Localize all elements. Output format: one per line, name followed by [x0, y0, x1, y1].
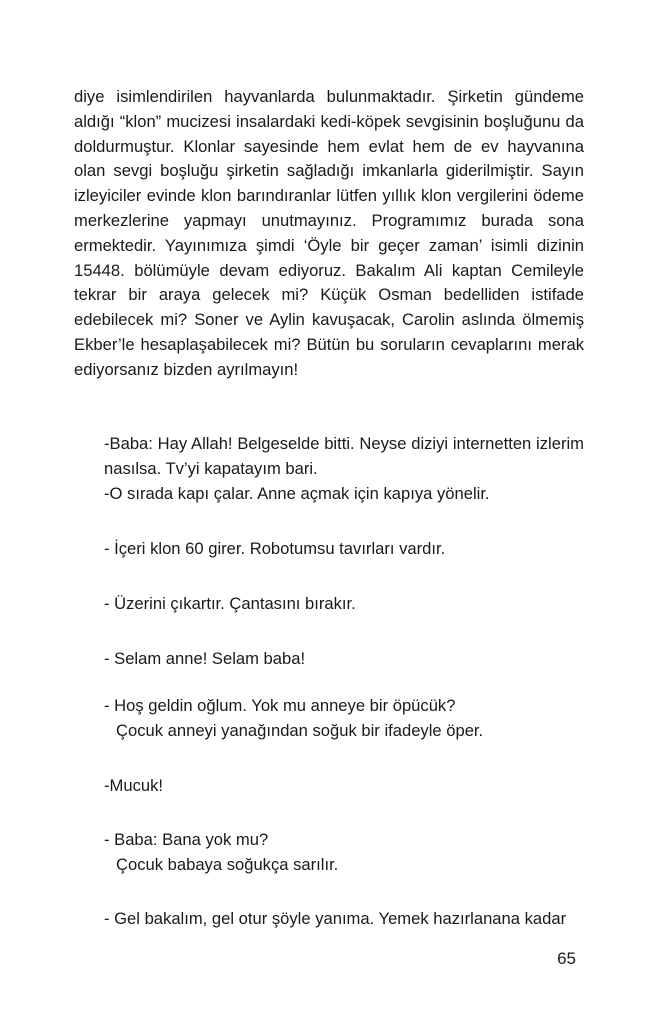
stage-direction-opucuk: Çocuk anneyi yanağından soğuk bir ifadeyle öper. [116, 721, 484, 740]
dialogue-line-mucuk: -Mucuk! [104, 776, 164, 795]
dialogue-line-selam: - Selam anne! Selam baba! [104, 649, 306, 668]
dialogue-line-baba-belgesel: -Baba: Hay Allah! Belgeselde bitti. Neyse diziyi internetten izlerim nasılsa. Tv’yi kapatayım bari. [104, 434, 584, 478]
dialogue-line-hos-geldin: - Hoş geldin oğlum. Yok mu anneye bir öpücük? [104, 696, 456, 715]
dialogue-line-gel-bakalim: - Gel bakalım, gel otur şöyle yanıma. Yemek hazırlanana kadar [104, 909, 567, 928]
dialogue-line-kapi-calar: -O sırada kapı çalar. Anne açmak için kapıya yönelir. [104, 484, 490, 503]
stage-direction-sarilir: Çocuk babaya soğukça sarılır. [116, 855, 339, 874]
dialogue-line-uzerini-cikartir: - Üzerini çıkartır. Çantasını bırakır. [104, 594, 356, 613]
dialogue-line-bana-yok-mu: - Baba: Bana yok mu? [104, 830, 269, 849]
body-paragraph: diye isimlendirilen hayvanlarda bulunmaktadır. Şirketin gündeme aldığı “klon” mucizesi insalardaki kedi-köpek sevgisinin boşluğunu da doldurmuştur. Klonlar sayesinde hem evlat hem de ev hayvanına olan sevgi boşluğu şirketin sağladığı imkanlarla giderilmiştir. Sayın izleyiciler evinde klon barındıranlar lütfen yıllık klon vergilerini ödeme merkezlerine yapmayı unutmayınız. Programımız burada sona ermektedir. Yayınımıza şimdi ‘Öyle bir geçer zaman’ isimli dizinin 15448. bölümüyle devam ediyoruz. Bakalım Ali kaptan Cemileyle tekrar bir araya gelecek mi? Küçük Osman bedelliden istifade edebilecek mi? Soner ve Aylin kavuşacak, Carolin aslında ölmemiş Ekber’le hesaplaşabilecek mi? Bütün bu soruların cevaplarını merak ediyorsanız bizden ayrılmayın! [74, 87, 584, 379]
dialogue-line-klon-girer: - İçeri klon 60 girer. Robotumsu tavırları vardır. [104, 539, 446, 558]
page-number: 65 [557, 949, 576, 968]
